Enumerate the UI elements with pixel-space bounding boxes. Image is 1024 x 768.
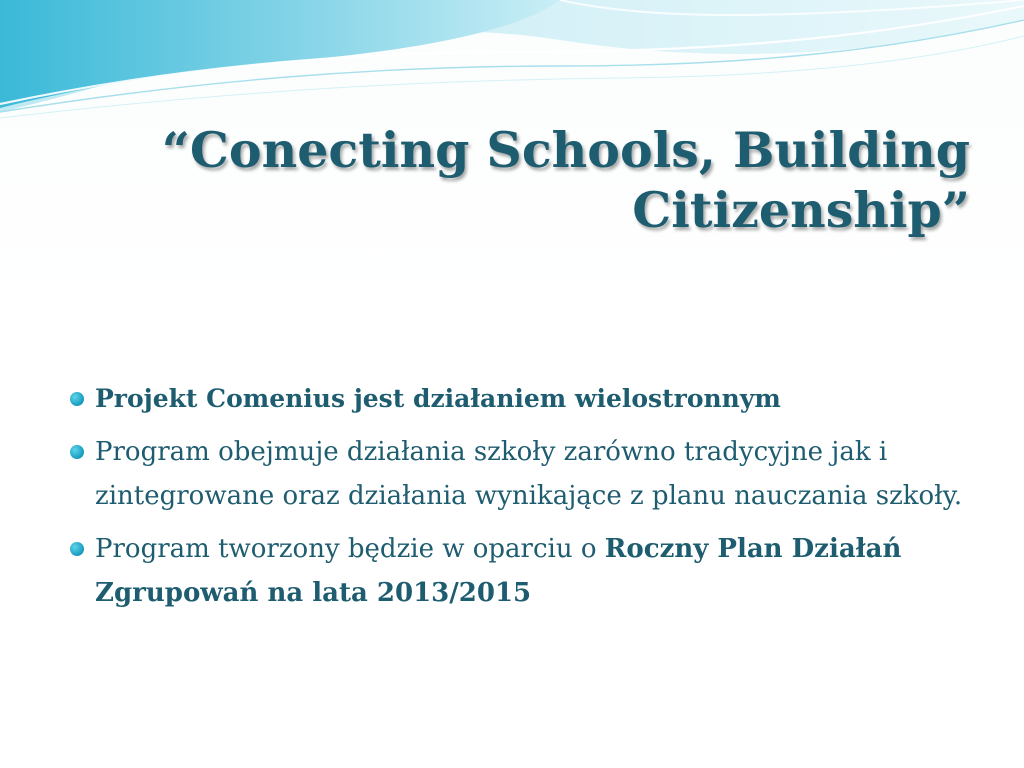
bullet-dot-icon [70, 392, 84, 406]
slide-title [60, 120, 970, 240]
bullet-item-3-text-bold: Roczny Plan Działań Zgrupowań na lata 2013/2015 [95, 534, 902, 608]
bullet-item-1 [70, 377, 975, 421]
bullet-item-2-text: Program obejmuje działania szkoły zarówno tradycyjne jak i zintegrowane oraz działania wynikające z planu nauczania szkoły. [95, 437, 963, 511]
bullet-item-3 [70, 527, 975, 615]
bullet-item-1-text: Projekt Comenius jest działaniem wielostronnym [95, 384, 781, 413]
bullet-dot-icon [70, 445, 84, 459]
bullet-item-2 [70, 430, 975, 518]
bullet-dot-icon [70, 542, 84, 556]
slide-title-line-1: “Conecting Schools, Building [161, 121, 970, 179]
bullet-item-3-text-plain: Program tworzony będzie w oparciu o [95, 534, 605, 564]
bullet-list [70, 377, 975, 624]
header-wave-decoration [0, 0, 1024, 140]
slide-title-line-2: Citizenship” [632, 181, 970, 239]
